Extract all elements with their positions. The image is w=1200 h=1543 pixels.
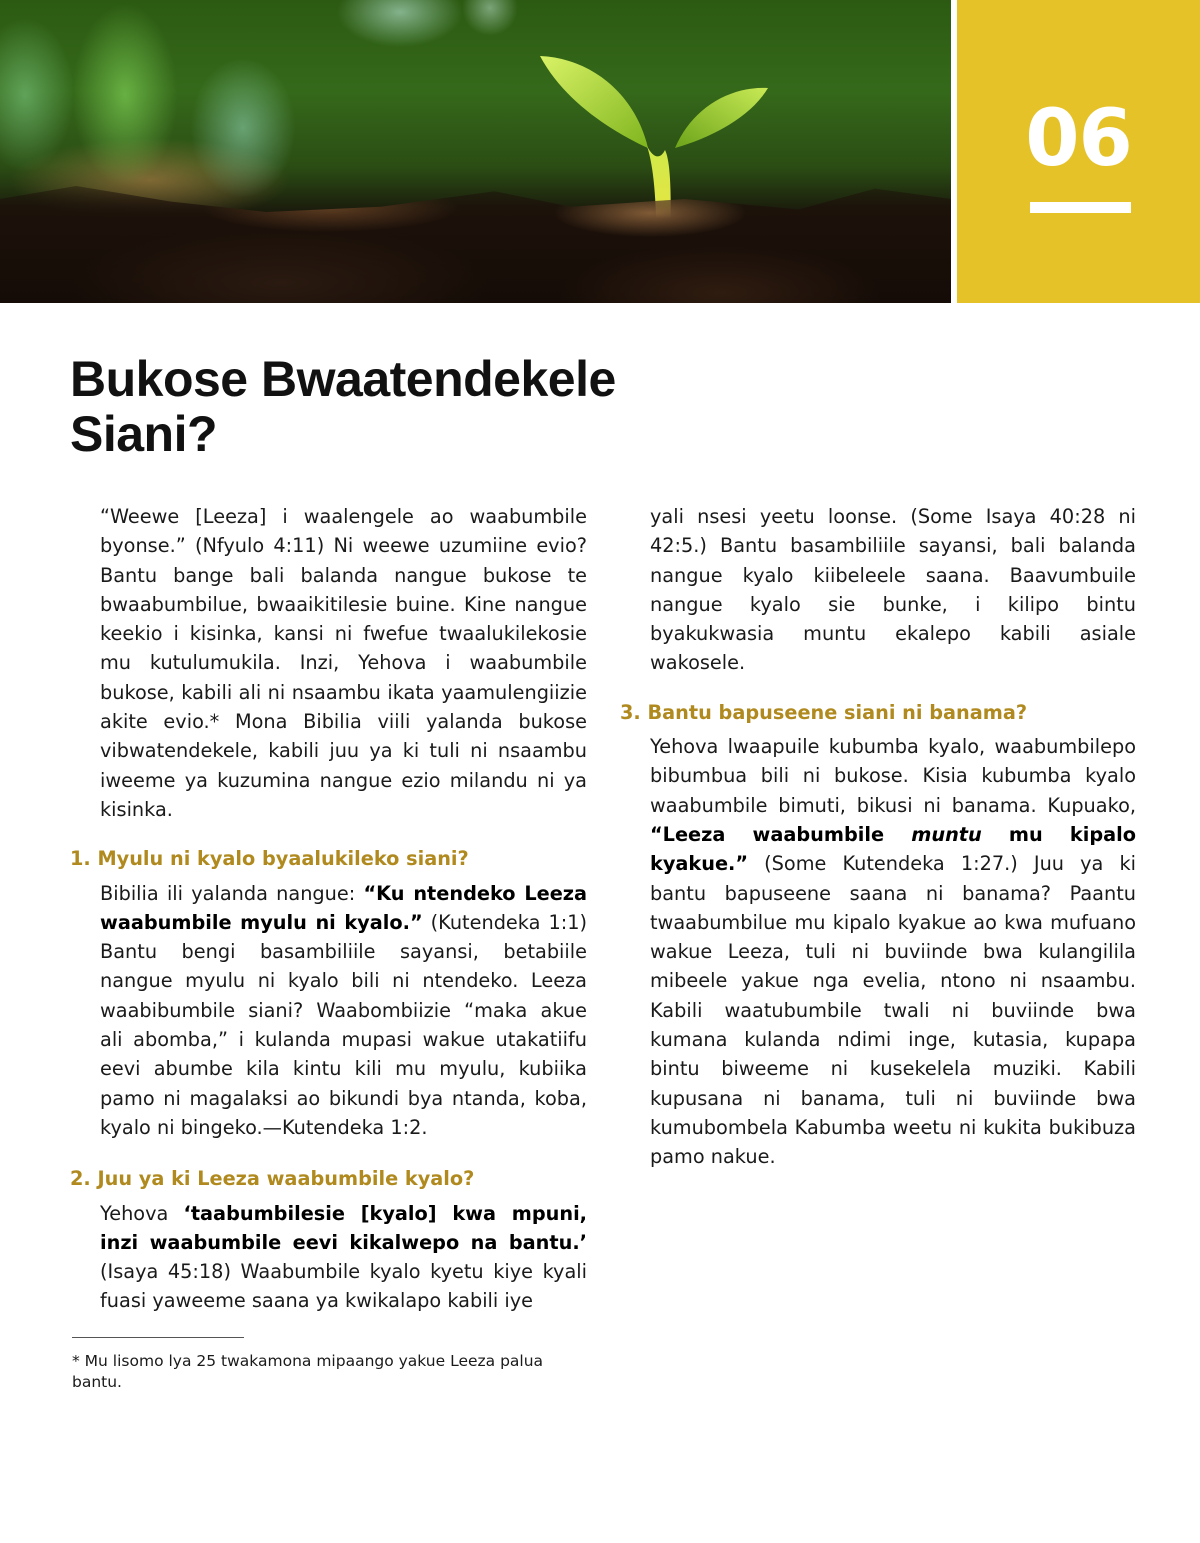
section-2-quote: ‘taabumbilesie [kyalo] kwa mpuni, inzi waabumbile eevi kikalwepo na bantu.’: [100, 1201, 588, 1254]
chapter-badge: [957, 0, 1200, 303]
intro-text: “Weewe [Leeza] i waalengele ao waabumbile byonse.” (Nfyulo 4:11) Ni weewe uzumiine evio? Bantu bange bali balanda nangue bukose te bwaabumbilue, bwaaikitilesie buine. Kine nangue keekio i kisinka, kansi ni fwefue twaalukilekosie mu kutulumukila. Inzi, Yehova i waabumbile bukose, kabili ali ni nsaambu ikata yaamulengiizie akite evio.: [100, 505, 587, 734]
section-3-heading: 3. Bantu bapuseene siani ni banama?: [620, 700, 1028, 724]
section-2-paragraph: [70, 1199, 587, 1316]
left-column: [70, 502, 587, 1316]
intro-paragraph: [70, 502, 587, 824]
section-2-text: Yehova: [100, 1201, 184, 1225]
chapter-number: 06: [1025, 94, 1132, 184]
page-title: [70, 352, 770, 462]
section-3-text: Yehova lwaapuile kubumba kyalo, waabumbilepo bibumbua bili ni bukose. Kisia kubumba kyalo waabumbile bimuti, bikusi ni banama. Kupuako,: [650, 735, 1136, 817]
section-3-quote-a: “Leeza waabumbile: [650, 822, 912, 846]
section-1-text-cont: (Kutendeka 1:1) Bantu bengi basambiliile sayansi, betabiile nangue myulu ni kyalo bili ni ntendeko. Leeza waabibumbile siani? Waabombiizie “maka akue ali abomba,” i kulanda mupasi wakue utakatiifu eevi abumbe kila kintu kili mu myulu, kubiika pamo ni magalaksi ao bikundi bya ntanda, koba, kyalo ni bingeko.—Kutendeka 1:2.: [100, 910, 587, 1139]
title-line-2: Siani?: [70, 406, 218, 462]
footnote-divider: [72, 1337, 244, 1338]
section-2-heading: 2. Juu ya ki Leeza waabumbile kyalo?: [70, 1167, 475, 1191]
section-3-paragraph: [620, 732, 1136, 1171]
badge-underline: [1030, 202, 1131, 213]
section-3-quote-b: mu kipalo kyakue.”: [650, 822, 1137, 876]
section-1-quote: “Ku ntendeko Leeza waabumbile myulu ni kyalo.”: [100, 881, 588, 934]
footnote-marker[interactable]: *: [209, 710, 220, 734]
soil: [0, 173, 951, 303]
title-line-1: Bukose Bwaatendekele: [70, 351, 616, 407]
section-1-heading: 1. Myulu ni kyalo byaalukileko siani?: [70, 847, 469, 871]
section-2-text-cont: (Isaya 45:18) Waabumbile kyalo kyetu kiye kyali fuasi yaweeme saana ya kwikalapo kabili iye: [100, 1260, 587, 1313]
section-3-quote-emphasis: muntu: [911, 822, 982, 846]
right-column: [620, 502, 1136, 1172]
footnote: * Mu lisomo lya 25 twakamona mipaango yakue Leeza palua bantu.: [72, 1352, 544, 1391]
section-1-text: Bibilia ili yalanda nangue:: [100, 881, 364, 905]
header-photo: [0, 0, 951, 303]
section-2-paragraph-continued: yali nsesi yeetu loonse. (Some Isaya 40:28 ni 42:5.) Bantu basambiliile sayansi, bali balanda nangue kyalo kiibeleele saana. Baavumbuile nangue kyalo sie bunke, i kilipo bintu byakukwasia muntu ekalepo kabili asiale wakosele.: [650, 505, 1136, 675]
section-3-text-cont: (Some Kutendeka 1:27.) Juu ya ki bantu bapuseene saana ni banama? Paantu twaabumbilue mu kipalo kyakue ao kwa mufuano wakue Leeza, tuli ni buviinde bwa kulangilila mibeele yakue nga evelia, ntono ni nsaambu. Kabili waatubumbile twali ni buviinde bwa kumana kulanda ndimi inge, kutasia, kupapa bintu biweeme ni kusekelela muziki. Kabili kupusana ni banama, tuli ni buviinde bwa kumubombela Kabumba weetu ni kukita bukibuza pamo nakue.: [650, 852, 1136, 1169]
section-1-paragraph: [70, 879, 587, 1143]
intro-text-cont: Mona Bibilia viili yalanda bukose vibwatendekele, kabili juu ya ki tuli ni nsaambu iweeme ya kuzumina nangue ezio milandu ni ya kisinka.: [100, 710, 587, 821]
